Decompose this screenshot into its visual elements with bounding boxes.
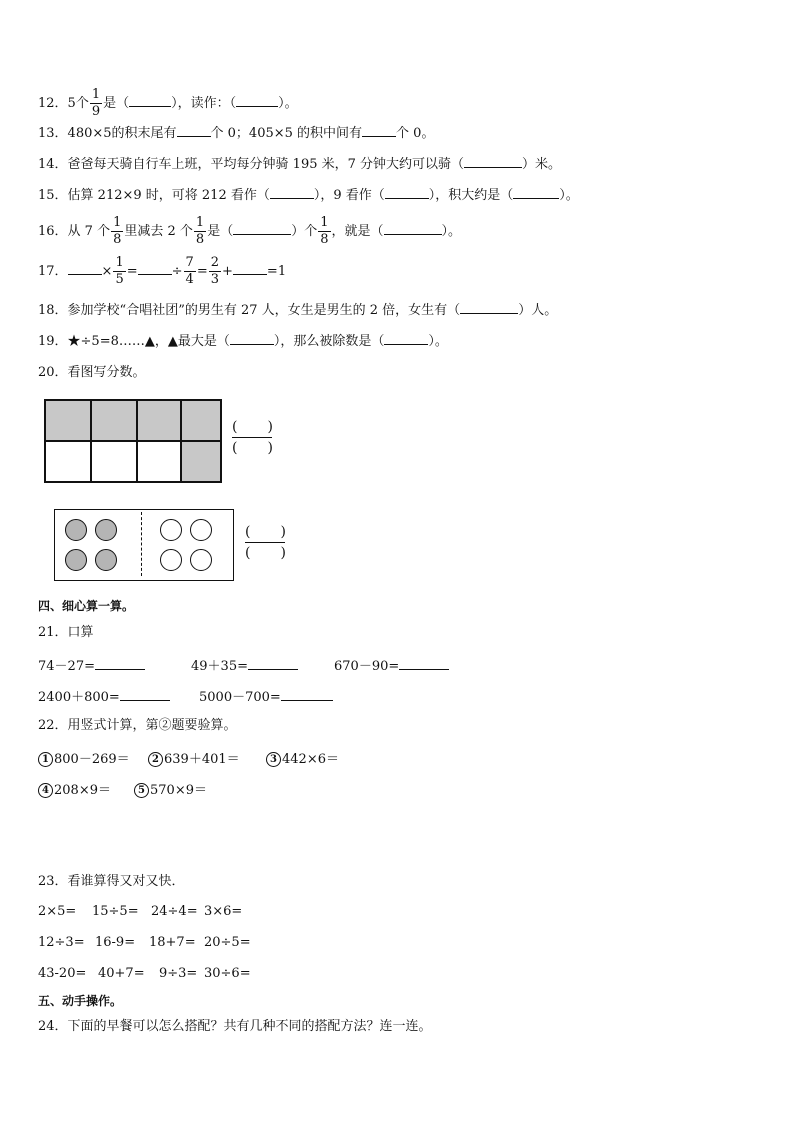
answer-blank[interactable]	[281, 688, 333, 701]
answer-blank[interactable]	[230, 332, 274, 345]
q23-row-2: 12÷3= 16-9= 18+7= 20÷5=	[38, 935, 251, 950]
answer-blank[interactable]	[129, 94, 171, 107]
answer-blank[interactable]	[248, 657, 298, 670]
fraction-grid-figure	[44, 399, 222, 483]
question-16: 16．从 7 个 $\frac{1}{8}$ 里减去 2 个 $\frac{1}{8}$ 是（ ）个 $\frac{1}{8}$ ，就是（ ）。	[38, 215, 462, 247]
question-13: 13．480×5的积末尾有 个 0；405×5 的积中间有 个 0。	[38, 126, 435, 141]
fraction: $\frac{1}{8}$	[320, 215, 329, 247]
fraction: $\frac{1}{5}$	[115, 255, 124, 287]
answer-blank[interactable]	[270, 186, 314, 199]
circled-number-1: 1	[38, 752, 53, 767]
question-17: 17． × $\frac{1}{5}$ = ÷ $\frac{7}{4}$ = $\frac{2}{3}$ + =1	[38, 255, 287, 287]
circled-number-2: 2	[148, 752, 163, 767]
answer-blank[interactable]	[138, 262, 172, 275]
grid-cell	[91, 441, 137, 482]
grid-cell-shaded	[45, 400, 91, 441]
question-15: 15．估算 212×9 时，可将 212 看作（ ），9 看作（ ），积大约是（ ）。	[38, 188, 579, 203]
q23-row-1: 2×5= 15÷5= 24÷4= 3×6=	[38, 904, 243, 919]
circle-shaded	[65, 519, 87, 541]
answer-blank[interactable]	[177, 124, 211, 137]
q22-row-1: 1 800－269＝ 2 639＋401＝ 3 442×6＝	[38, 748, 339, 767]
q22-row-2: 4 208×9＝ 5 570×9＝	[38, 779, 207, 798]
question-14: 14．爸爸每天骑自行车上班，平均每分钟骑 195 米，7 分钟大约可以骑（ ）米。	[38, 157, 562, 172]
question-22-title: 22．用竖式计算，第②题要验算。	[38, 718, 237, 733]
section-heading-5: 五、动手操作。	[38, 994, 123, 1008]
q23-row-3: 43-20= 40+7= 9÷3= 30÷6=	[38, 966, 251, 981]
fraction: $\frac{7}{4}$	[185, 255, 194, 287]
grid-cell-shaded	[181, 441, 221, 482]
answer-blank[interactable]	[385, 186, 429, 199]
grid-cell	[45, 441, 91, 482]
grid-cell	[137, 441, 181, 482]
answer-blank[interactable]	[95, 657, 145, 670]
fraction: $\frac{1}{9}$	[91, 87, 101, 119]
question-23-title: 23．看谁算得又对又快．	[38, 874, 185, 889]
question-19: 19．★÷5=8……▲，▲最大是（ ），那么被除数是（ ）。	[38, 334, 448, 349]
answer-blank[interactable]	[384, 332, 428, 345]
grid-cell-shaded	[181, 400, 221, 441]
answer-blank[interactable]	[460, 301, 518, 314]
dashed-divider	[141, 512, 142, 576]
answer-blank[interactable]	[513, 186, 559, 199]
fraction: $\frac{1}{8}$	[195, 215, 205, 247]
question-21-title: 21．口算	[38, 625, 94, 640]
q21-row-2: 2400＋800= 5000－700=	[38, 686, 333, 705]
answer-blank[interactable]	[399, 657, 449, 670]
question-12: 12．5个 $\frac{1}{9}$ 是（ ），读作：（ ）。	[38, 87, 298, 119]
circled-number-4: 4	[38, 783, 53, 798]
question-24: 24．下面的早餐可以怎么搭配？共有几种不同的搭配方法？连一连。	[38, 1019, 432, 1034]
circle	[160, 549, 182, 571]
section-heading-4: 四、细心算一算。	[38, 599, 135, 613]
fraction: $\frac{2}{3}$	[210, 255, 220, 287]
grid-cell-shaded	[137, 400, 181, 441]
fraction-answer-2[interactable]: ( ) ( )	[245, 524, 286, 561]
circle	[160, 519, 182, 541]
question-18: 18．参加学校“合唱社团”的男生有 27 人，女生是男生的 2 倍，女生有（ ）人。	[38, 303, 558, 318]
answer-blank[interactable]	[384, 222, 442, 235]
answer-blank[interactable]	[120, 688, 170, 701]
answer-blank[interactable]	[233, 222, 291, 235]
answer-blank[interactable]	[233, 262, 267, 275]
grid-cell-shaded	[91, 400, 137, 441]
circle-shaded	[95, 549, 117, 571]
circled-number-5: 5	[134, 783, 149, 798]
answer-blank[interactable]	[464, 155, 522, 168]
fraction: $\frac{1}{8}$	[113, 215, 122, 247]
question-20: 20．看图写分数。	[38, 365, 146, 380]
circles-figure	[54, 509, 234, 581]
circled-number-3: 3	[266, 752, 281, 767]
circle	[190, 549, 212, 571]
answer-blank[interactable]	[236, 94, 278, 107]
circle-shaded	[65, 549, 87, 571]
q21-row-1: 74－27= 49＋35= 670－90=	[38, 655, 449, 674]
circle	[190, 519, 212, 541]
circle-shaded	[95, 519, 117, 541]
answer-blank[interactable]	[68, 262, 102, 275]
fraction-answer-1[interactable]: ( ) ( )	[232, 419, 273, 456]
answer-blank[interactable]	[362, 124, 396, 137]
